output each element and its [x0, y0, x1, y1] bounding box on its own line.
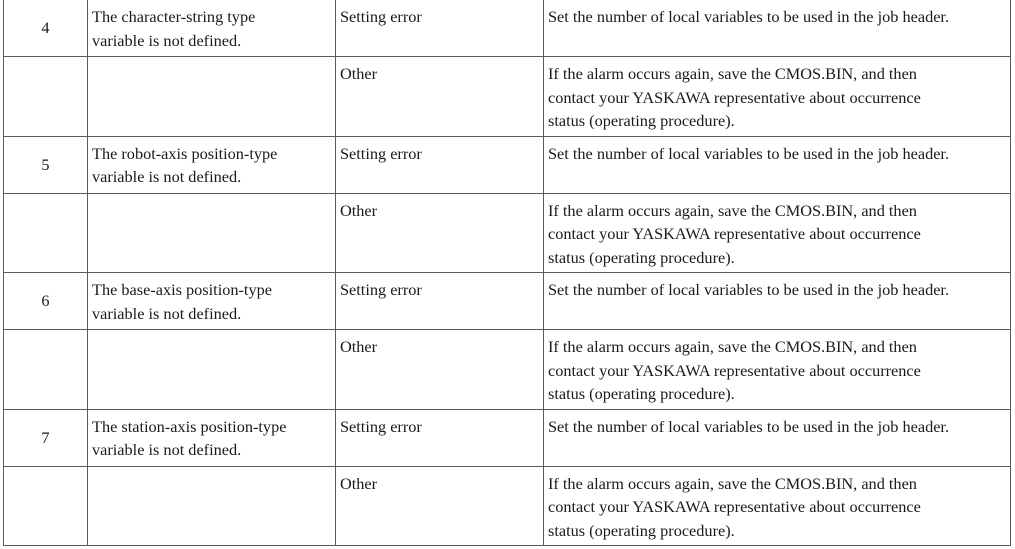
empty-cell	[4, 330, 88, 410]
remedy-line: status (operating procedure).	[548, 111, 735, 130]
cause-cell	[88, 0, 336, 57]
cause-cell	[88, 409, 336, 466]
cause-type-cell: Setting error	[336, 0, 544, 57]
remedy-line: If the alarm occurs again, save the CMOS.BIN, and then	[548, 200, 917, 220]
cause-type-cell: Other	[336, 193, 544, 273]
table-row	[4, 273, 1011, 330]
remedy-cell	[544, 193, 1011, 273]
cause-line: variable is not defined.	[92, 167, 242, 186]
table-row	[4, 330, 1011, 410]
remedy-cell	[544, 136, 1011, 193]
remedy-line: status (operating procedure).	[548, 384, 735, 403]
alarm-number-cell: 5	[4, 136, 88, 193]
table-row	[4, 466, 1011, 546]
remedy-line: contact your YASKAWA representative about occurrence	[548, 224, 921, 243]
table-row	[4, 409, 1011, 466]
cause-line: The station-axis position-type	[92, 416, 287, 436]
cause-cell	[88, 136, 336, 193]
remedy-line: contact your YASKAWA representative about occurrence	[548, 497, 921, 516]
cause-line: variable is not defined.	[92, 303, 242, 323]
empty-cell	[88, 57, 336, 137]
table-row	[4, 57, 1011, 137]
table-row	[4, 0, 1011, 57]
empty-cell	[88, 193, 336, 273]
remedy-line: status (operating procedure).	[548, 520, 735, 540]
cause-line: The character-string type	[92, 7, 256, 26]
empty-cell	[4, 57, 88, 137]
alarm-number-cell: 4	[4, 0, 88, 57]
cause-line: The base-axis position-type	[92, 280, 272, 299]
remedy-line: If the alarm occurs again, save the CMOS.BIN, and then	[548, 64, 917, 83]
remedy-line: contact your YASKAWA representative about occurrence	[548, 87, 921, 107]
remedy-line: contact your YASKAWA representative about occurrence	[548, 360, 921, 380]
cause-line: variable is not defined.	[92, 440, 242, 459]
remedy-cell	[544, 409, 1011, 466]
cause-line: The robot-axis position-type	[92, 143, 278, 163]
remedy-line: Set the number of local variables to be used in the job header.	[548, 280, 950, 299]
alarm-remedy-table	[3, 0, 1011, 546]
empty-cell	[4, 193, 88, 273]
cause-type-cell: Other	[336, 57, 544, 137]
empty-cell	[88, 330, 336, 410]
remedy-line: Set the number of local variables to be used in the job header.	[548, 143, 950, 163]
empty-cell	[4, 466, 88, 546]
remedy-cell	[544, 57, 1011, 137]
remedy-cell	[544, 0, 1011, 57]
remedy-cell	[544, 330, 1011, 410]
cause-line: variable is not defined.	[92, 30, 242, 50]
remedy-line: status (operating procedure).	[548, 247, 735, 267]
remedy-line: If the alarm occurs again, save the CMOS.BIN, and then	[548, 337, 917, 356]
alarm-number-cell: 7	[4, 409, 88, 466]
alarm-number-cell: 6	[4, 273, 88, 330]
remedy-line: If the alarm occurs again, save the CMOS.BIN, and then	[548, 473, 917, 493]
remedy-cell	[544, 273, 1011, 330]
cause-type-cell: Other	[336, 466, 544, 546]
cause-type-cell: Setting error	[336, 136, 544, 193]
table-row	[4, 136, 1011, 193]
cause-type-cell: Setting error	[336, 273, 544, 330]
cause-type-cell: Other	[336, 330, 544, 410]
cause-cell	[88, 273, 336, 330]
remedy-line: Set the number of local variables to be used in the job header.	[548, 416, 950, 436]
cause-type-cell: Setting error	[336, 409, 544, 466]
remedy-line: Set the number of local variables to be used in the job header.	[548, 7, 950, 26]
table-row	[4, 193, 1011, 273]
remedy-cell	[544, 466, 1011, 546]
empty-cell	[88, 466, 336, 546]
